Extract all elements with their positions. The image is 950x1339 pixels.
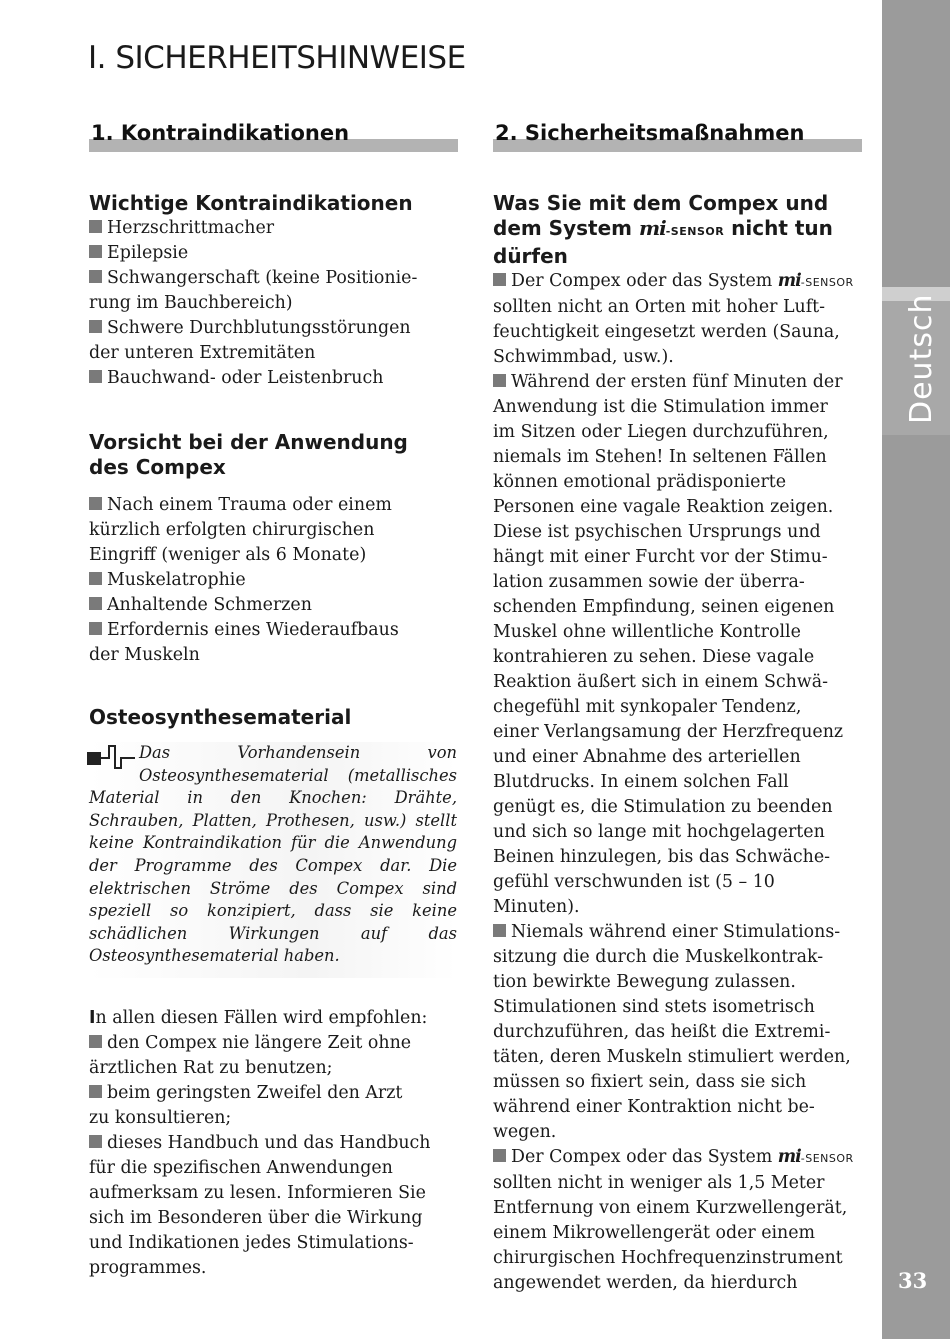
sensor-logo: -SENSOR [800,1152,854,1165]
paragraph-line: chegefühl mit synkopaler Tendenz, [493,697,802,717]
list-item: Herzschrittmacher [89,216,457,241]
list-item: beim geringsten Zweifel den Arzt [89,1081,457,1106]
list-item: Erfordernis eines Wiederaufbaus [89,618,457,643]
paragraph-line: Personen eine vagale Reaktion zeigen. [493,497,834,517]
list-item-continued: Eingriff (weniger als 6 Monate) [89,545,367,565]
section-heading-safety-measures [493,119,862,152]
paragraph-start: Niemals während einer Stimulations- [493,920,861,945]
list-item: Anhaltende Schmerzen [89,593,457,618]
list-item-continued: und Indikationen jedes Stimulations- [89,1233,414,1253]
paragraph-line: niemals im Stehen! In seltenen Fällen [493,447,827,467]
bullet-square-icon [89,597,102,610]
side-band [882,0,950,1339]
paragraph-line: angewendet werden, da hierdurch [493,1273,798,1293]
paragraph-line: Beinen hinzulegen, bis das Schwäche- [493,847,831,867]
paragraph-line: gefühl verschwunden ist (5 – 10 [493,872,775,892]
list-item: Bauchwand- oder Leistenbruch [89,366,457,391]
list-item-continued: sich im Besonderen über die Wirkung [89,1208,423,1228]
paragraph-line: Blutdrucks. In einem solchen Fall [493,772,789,792]
subheading: dürfen [493,244,568,268]
recommendations-lead [89,1006,457,1031]
electrode-warning-icon [87,742,137,772]
bullet-square-icon [89,497,102,510]
osteosynthesis-note [89,742,457,978]
list-item: Muskelatrophie [89,568,457,593]
note-text: Das Vorhandensein von Osteosynthesematerial (metallisches Material in den Knochen: Drähte, Schrauben, Platten, Prothesen, usw.) stellt keine Kontraindikation für die Anwendung der Programme des Compex dar. Die elektrischen Ströme des Compex sind speziell so konzipiert, dass sie keine schädlichen Wirkungen auf das Osteosynthesematerial haben. [89,743,457,966]
paragraph-line: müssen so fixiert sein, dass sie sich [493,1072,807,1092]
list-item-continued: ärztlichen Rat zu benutzen; [89,1058,333,1078]
paragraph-line: und einer Abnahme des arteriellen [493,747,801,767]
paragraph-line: durchzuführen, das heißt die Extremi- [493,1022,831,1042]
paragraph-line: einem Mikrowellengerät oder einem [493,1223,816,1243]
list-item-continued: kürzlich erfolgten chirurgischen [89,520,375,540]
paragraph-line: Entfernung von einem Kurzwellengerät, [493,1198,848,1218]
paragraph-line: chirurgischen Hochfrequenzinstrument [493,1248,843,1268]
paragraph-line: sitzung die durch die Muskelkontrak- [493,947,824,967]
paragraph-line: während einer Kontraktion nicht be- [493,1097,815,1117]
safety-measures-content [493,191,861,1296]
paragraph-line: feuchtigkeit eingesetzt werden (Sauna, [493,322,840,342]
paragraph-start: Der Compex oder das System mi-SENSOR [493,1145,861,1171]
lead-initial: I [89,1008,96,1028]
paragraph-line: schenden Empfindung, seinen eigenen [493,597,835,617]
mi-logo: mi [777,1147,801,1167]
paragraph-start: Während der ersten fünf Minuten der [493,370,861,395]
paragraph-line: im Sitzen oder Liegen durchzuführen, [493,422,829,442]
list-item-continued: der unteren Extremitäten [89,343,316,363]
paragraph-line: Minuten). [493,897,580,917]
bullet-square-icon [89,1135,102,1148]
bullet-square-icon [89,370,102,383]
section-heading-text: 1. Kontraindikationen [91,121,350,145]
mi-logo: mi [638,216,666,240]
mi-logo: mi [777,271,801,291]
paragraph-line: Stimulationen sind stets isometrisch [493,997,815,1017]
subheading: Was Sie mit dem Compex und [493,191,829,215]
subheading: Osteosynthesematerial [89,705,352,729]
list-item-continued: aufmerksam zu lesen. Informieren Sie [89,1183,426,1203]
osteosynthesis-section [89,705,457,978]
bullet-square-icon [89,622,102,635]
paragraph-line: sollten nicht in weniger als 1,5 Meter [493,1173,825,1193]
recommendations-section [89,1006,457,1281]
section-heading-text: 2. Sicherheitsmaßnahmen [495,121,805,145]
paragraph-line: Anwendung ist die Stimulation immer [493,397,828,417]
subheading: des Compex [89,455,226,479]
caution-section [89,430,457,668]
paragraph-start: Der Compex oder das System mi-SENSOR [493,269,861,295]
paragraph-line: Reaktion äußert sich in einem Schwä- [493,672,828,692]
subheading: Vorsicht bei der Anwendung [89,430,408,454]
paragraph-line: kontrahieren zu sehen. Diese vagale [493,647,815,667]
bullet-square-icon [89,220,102,233]
bullet-square-icon [493,374,506,387]
bullet-square-icon [89,1035,102,1048]
bullet-square-icon [89,320,102,333]
list-item: dieses Handbuch und das Handbuch [89,1131,457,1156]
paragraph-line: Schwimmbad, usw.). [493,347,674,367]
bullet-square-icon [493,924,506,937]
paragraph-line: und sich so lange mit hochgelagerten [493,822,825,842]
bullet-square-icon [89,270,102,283]
paragraph-line: tion bewirkte Bewegung zulassen. [493,972,796,992]
list-item-continued: rung im Bauchbereich) [89,293,293,313]
list-item-continued: der Muskeln [89,645,200,665]
list-item: den Compex nie längere Zeit ohne [89,1031,457,1056]
paragraph-line: genügt es, die Stimulation zu beenden [493,797,833,817]
page-number: 33 [898,1268,928,1293]
bullet-square-icon [89,1085,102,1098]
paragraph-line: lation zusammen sowie der überra- [493,572,805,592]
lead-text: n allen diesen Fällen wird empfohlen: [95,1008,428,1028]
paragraph-line: täten, deren Muskeln stimuliert werden, [493,1047,851,1067]
list-item-continued: zu konsultieren; [89,1108,232,1128]
language-tab-label: Deutsch [904,293,939,424]
bullet-square-icon [493,1149,506,1162]
important-contraindications [89,191,457,391]
page-title: I. SICHERHEITSHINWEISE [88,40,466,76]
bullet-square-icon [89,572,102,585]
list-item-continued: für die spezifischen Anwendungen [89,1158,393,1178]
list-item: Epilepsie [89,241,457,266]
sensor-logo: -SENSOR [665,225,725,238]
subheading: Wichtige Kontraindikationen [89,191,413,215]
paragraph-line: einer Verlangsamung der Herzfrequenz [493,722,844,742]
paragraph-line: wegen. [493,1122,557,1142]
section-heading-contraindications [89,119,458,152]
sensor-logo: -SENSOR [800,276,854,289]
list-item: Schwere Durchblutungsstörungen [89,316,457,341]
paragraph-line: hängt mit einer Furcht vor der Stimu- [493,547,828,567]
bullet-square-icon [493,273,506,286]
paragraph-line: können emotional prädisponierte [493,472,787,492]
paragraph-line: sollten nicht an Orten mit hoher Luft- [493,297,826,317]
paragraph-line: Muskel ohne willentliche Kontrolle [493,622,801,642]
list-item: Nach einem Trauma oder einem [89,493,457,518]
list-item: Schwangerschaft (keine Positionie- [89,266,457,291]
list-item-continued: programmes. [89,1258,207,1278]
subheading: dem System mi-SENSOR nicht tun [493,216,833,240]
paragraph-line: Diese ist psychischen Ursprungs und [493,522,821,542]
bullet-square-icon [89,245,102,258]
